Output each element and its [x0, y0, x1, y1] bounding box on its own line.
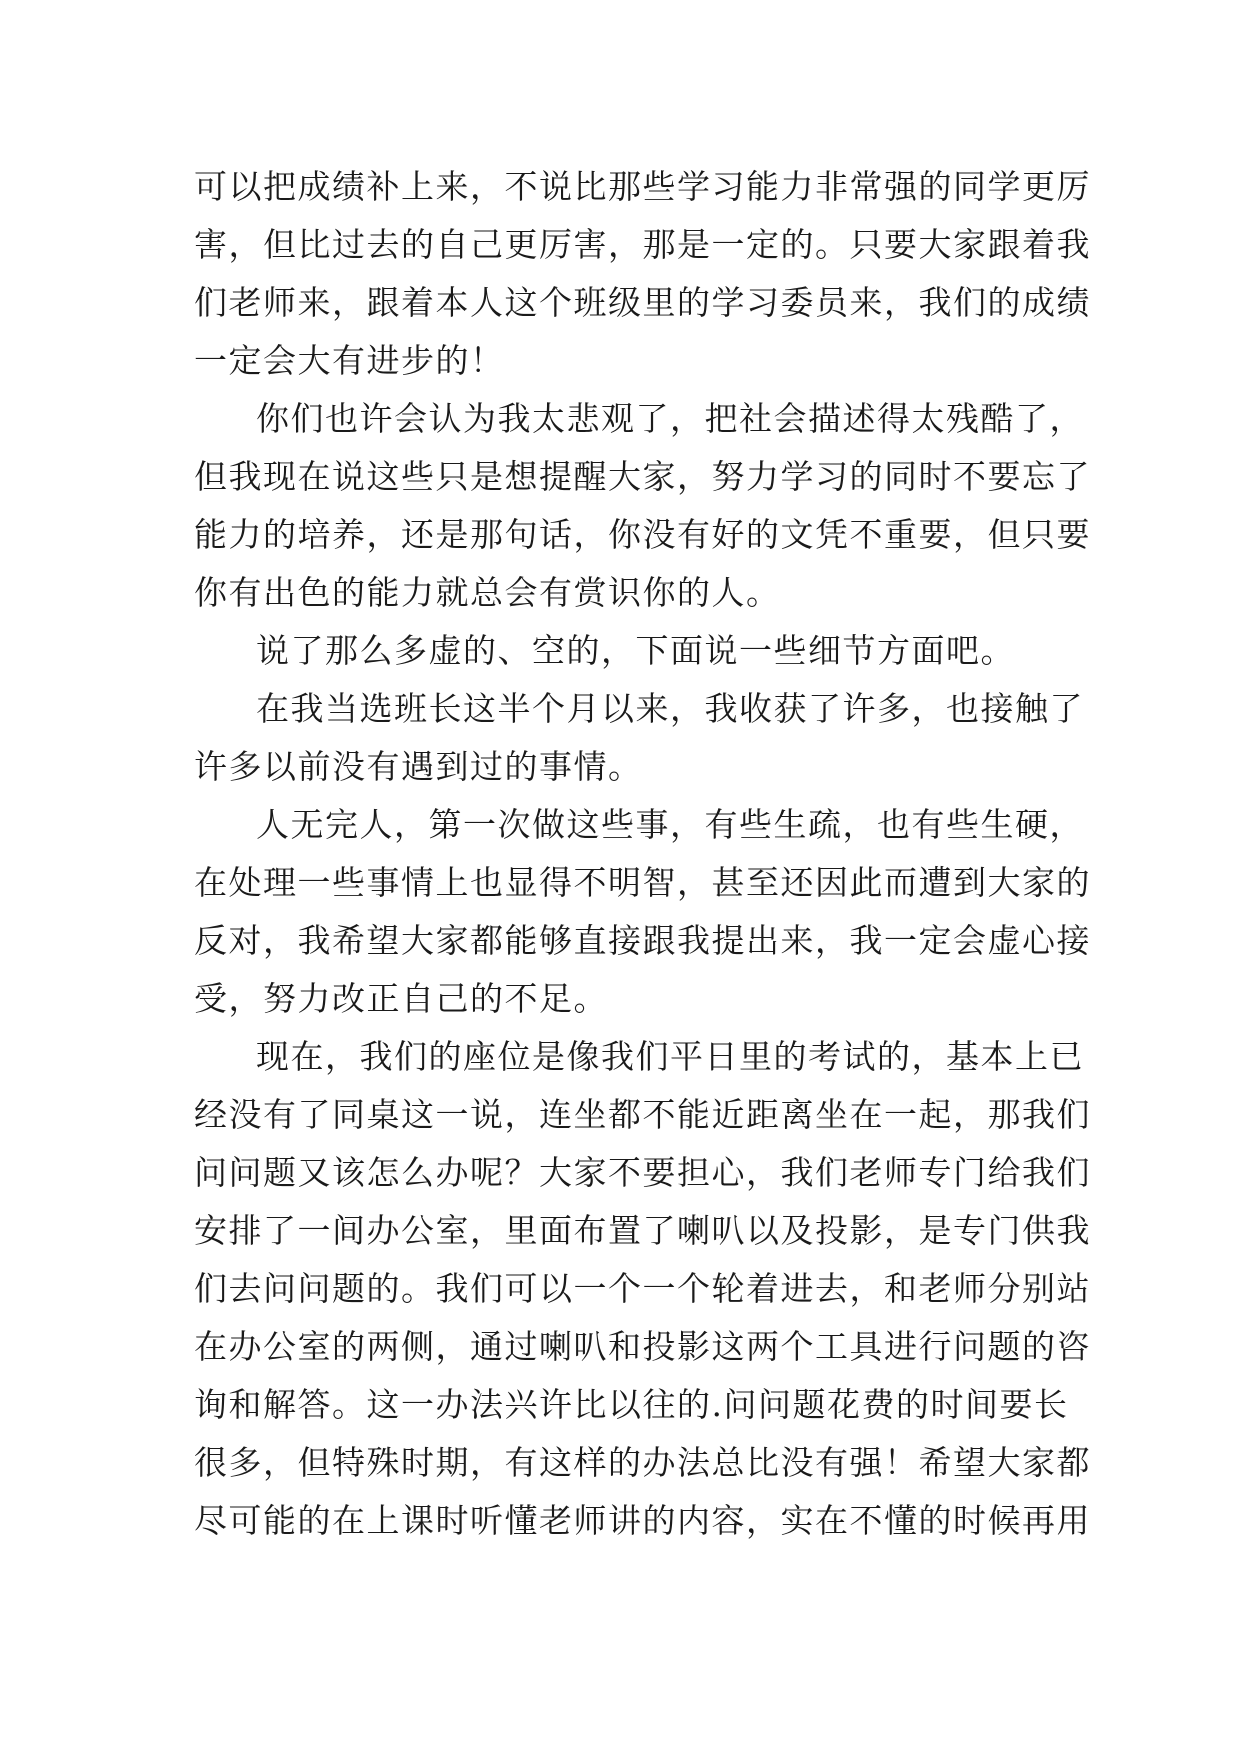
- document-body: [194, 158, 1091, 1550]
- text-line: 受，努力改正自己的不足。: [194, 979, 608, 1018]
- text-line: 但我现在说这些只是想提醒大家，努力学习的同时不要忘了: [194, 457, 1091, 496]
- text-line: 们去问问题的。我们可以一个一个轮着进去，和老师分别站: [194, 1269, 1091, 1308]
- text-line: 反对，我希望大家都能够直接跟我提出来，我一定会虚心接: [194, 921, 1091, 960]
- text-line: 尽可能的在上课时听懂老师讲的内容，实在不懂的时候再用: [194, 1501, 1091, 1540]
- text-line: 许多以前没有遇到过的事情。: [194, 747, 643, 786]
- text-line: 经没有了同桌这一说，连坐都不能近距离坐在一起，那我们: [194, 1095, 1091, 1134]
- text-line: 问问题又该怎么办呢？大家不要担心，我们老师专门给我们: [194, 1153, 1091, 1192]
- text-line: 你们也许会认为我太悲观了，把社会描述得太残酷了，: [256, 399, 1084, 438]
- text-line: 在办公室的两侧，通过喇叭和投影这两个工具进行问题的咨: [194, 1327, 1091, 1366]
- text-line: 很多，但特殊时期，有这样的办法总比没有强！希望大家都: [194, 1443, 1091, 1482]
- text-line: 人无完人，第一次做这些事，有些生疏，也有些生硬，: [256, 805, 1084, 844]
- text-line: 们老师来，跟着本人这个班级里的学习委员来，我们的成绩: [194, 283, 1091, 322]
- text-line: 在处理一些事情上也显得不明智，甚至还因此而遭到大家的: [194, 863, 1091, 902]
- text-line: 一定会大有进步的！: [194, 341, 505, 380]
- text-line: 询和解答。这一办法兴许比以往的.问问题花费的时间要长: [194, 1385, 1069, 1424]
- text-line: 安排了一间办公室，里面布置了喇叭以及投影，是专门供我: [194, 1211, 1091, 1250]
- text-line: 现在，我们的座位是像我们平日里的考试的，基本上已: [256, 1037, 1084, 1076]
- text-line: 可以把成绩补上来，不说比那些学习能力非常强的同学更厉: [194, 167, 1091, 206]
- text-line: 你有出色的能力就总会有赏识你的人。: [194, 573, 781, 612]
- text-line: 说了那么多虚的、空的，下面说一些细节方面吧。: [256, 631, 1015, 670]
- text-line: 在我当选班长这半个月以来，我收获了许多，也接触了: [256, 689, 1084, 728]
- text-line: 害，但比过去的自己更厉害，那是一定的。只要大家跟着我: [194, 225, 1091, 264]
- text-line: 能力的培养，还是那句话，你没有好的文凭不重要，但只要: [194, 515, 1091, 554]
